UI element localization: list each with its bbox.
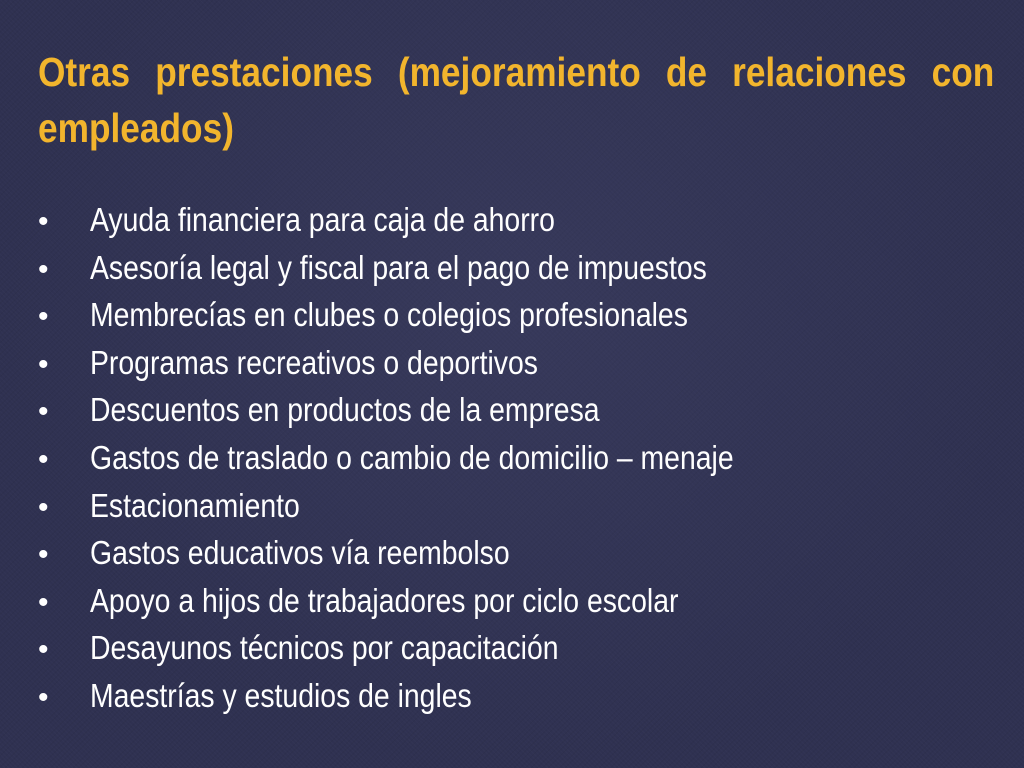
list-item (38, 577, 838, 625)
slide-title: Otras prestaciones (mejoramiento de relaciones con empleados) (38, 49, 995, 151)
list-item (38, 529, 838, 577)
list-item (38, 386, 838, 434)
list-item (38, 196, 838, 244)
bullet-icon: • (38, 347, 49, 381)
list-item-text: Gastos educativos vía reembolso (90, 534, 510, 572)
bullet-icon: • (38, 538, 49, 572)
bullet-icon: • (38, 585, 49, 619)
bullet-icon: • (38, 395, 49, 429)
bullet-icon: • (38, 205, 49, 238)
list-item-text: Maestrías y estudios de ingles (90, 676, 472, 714)
list-item-text: Membrecías en clubes o colegios profesionales (90, 296, 688, 334)
list-item-text: Asesoría legal y fiscal para el pago de impuestos (90, 248, 707, 286)
list-item-text: Apoyo a hijos de trabajadores por ciclo escolar (90, 581, 679, 619)
bullet-icon: • (38, 680, 49, 714)
bullet-icon: • (38, 633, 49, 667)
list-item-text: Desayunos técnicos por capacitación (90, 629, 559, 667)
list-item (38, 339, 838, 387)
bullet-list (38, 196, 838, 720)
list-item-text: Estacionamiento (90, 486, 300, 524)
list-item-text: Gastos de traslado o cambio de domicilio – menaje (90, 438, 734, 476)
list-item (38, 672, 838, 720)
list-item (38, 482, 838, 530)
bullet-icon: • (38, 252, 49, 286)
bullet-icon: • (38, 442, 49, 476)
list-item (38, 244, 838, 292)
bullet-icon: • (38, 300, 49, 334)
list-item-text: Programas recreativos o deportivos (90, 343, 538, 381)
list-item (38, 434, 838, 482)
list-item (38, 291, 838, 339)
list-item-text: Ayuda financiera para caja de ahorro (90, 201, 555, 238)
bullet-icon: • (38, 490, 49, 524)
list-item (38, 624, 838, 672)
list-item-text: Descuentos en productos de la empresa (90, 391, 600, 429)
